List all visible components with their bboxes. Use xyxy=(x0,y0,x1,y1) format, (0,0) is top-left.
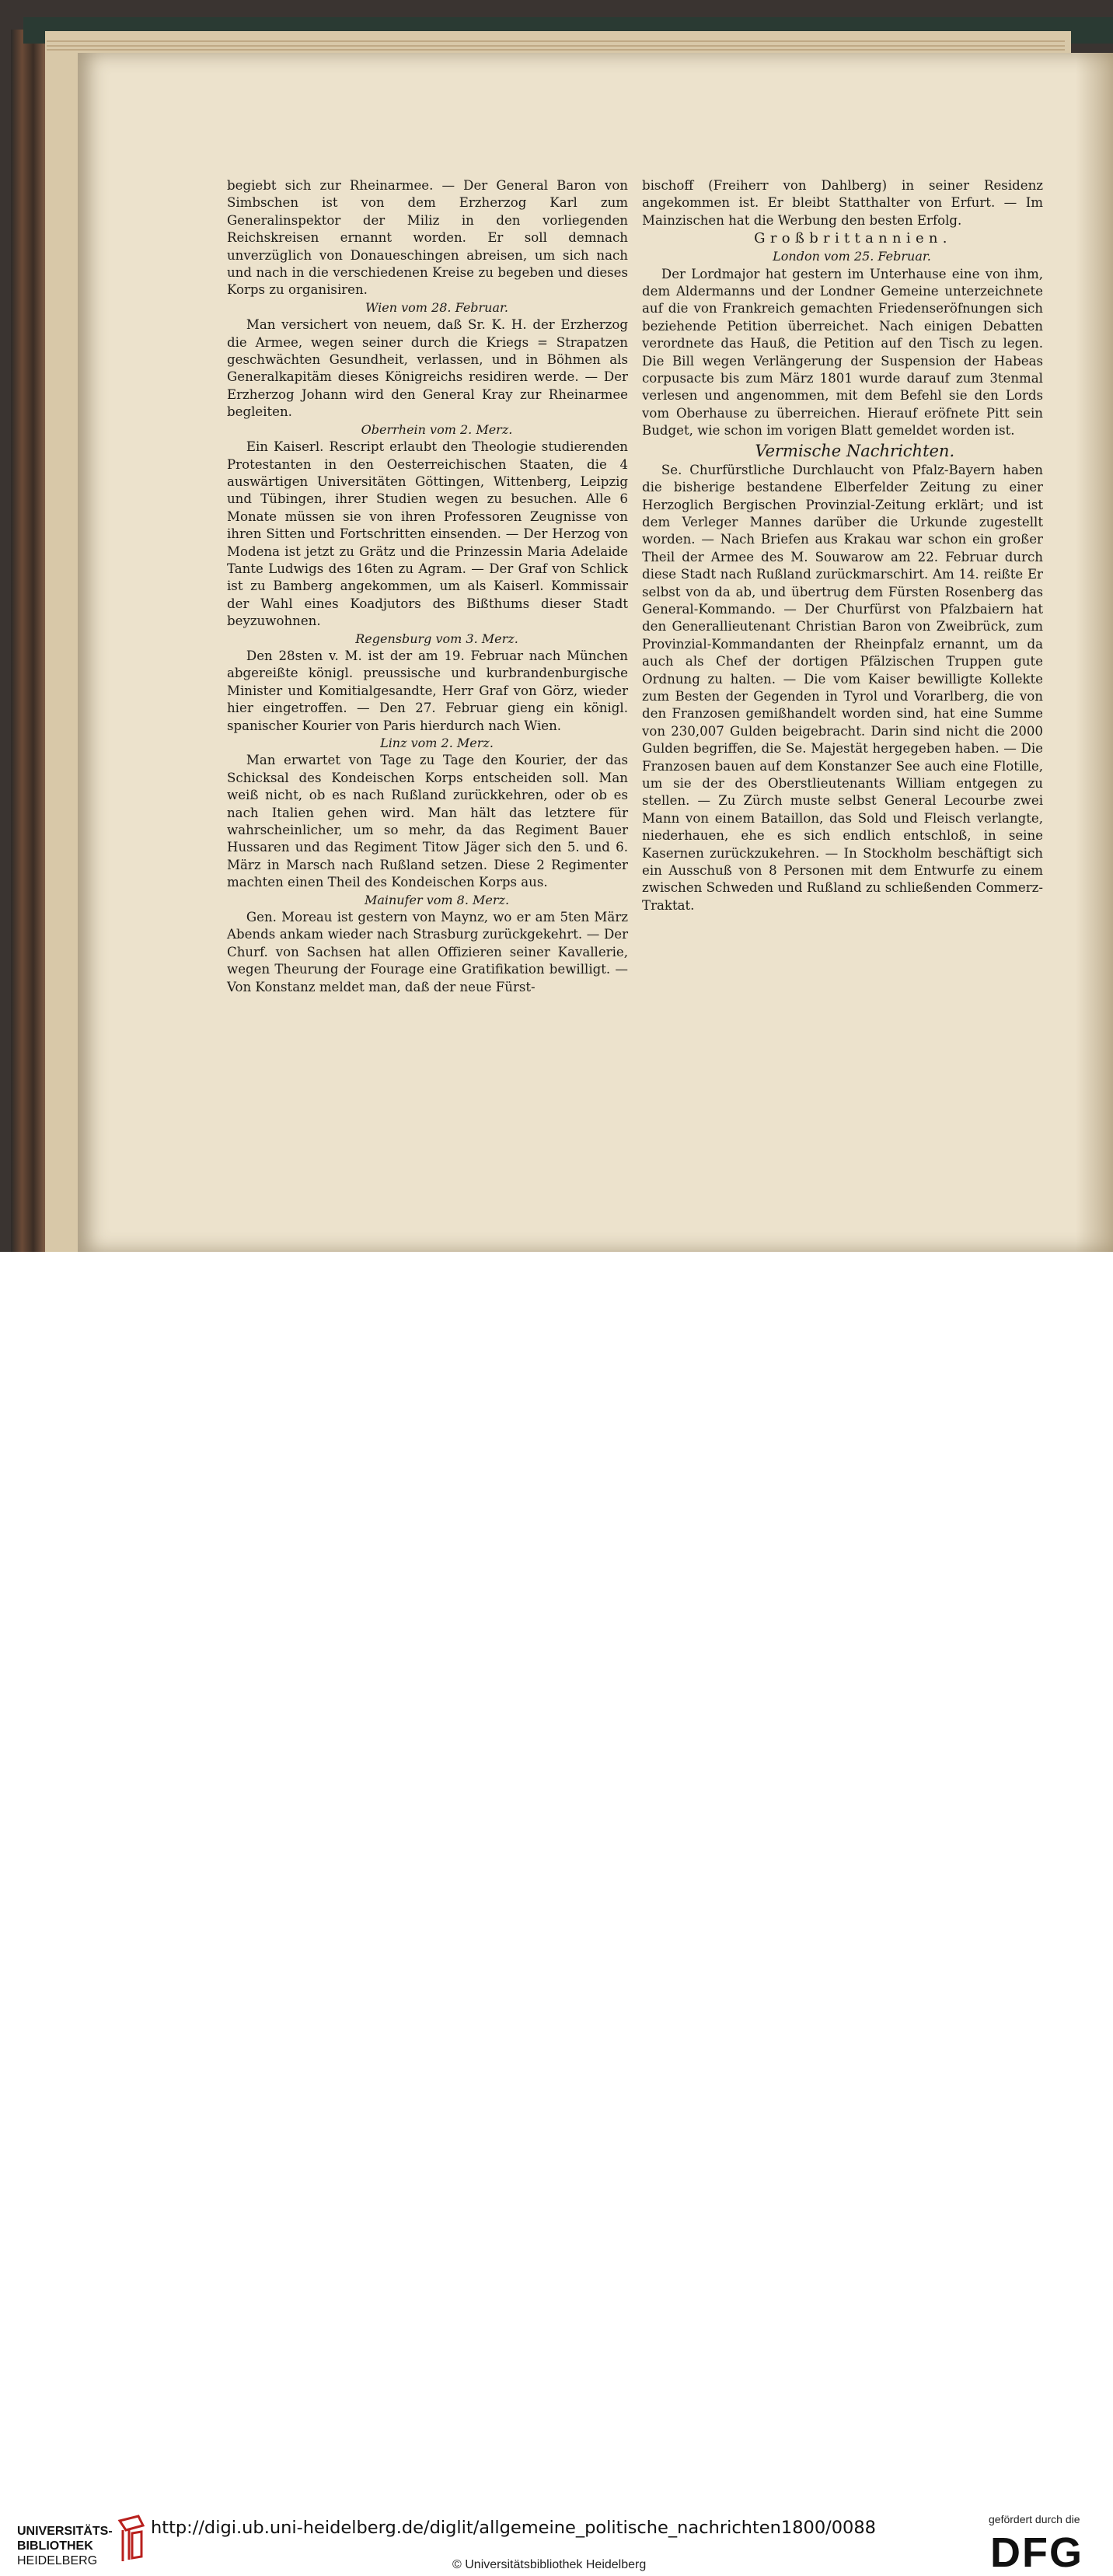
dfg-logo[interactable]: DFG xyxy=(990,2529,1083,2576)
library-emblem-icon xyxy=(115,2515,148,2564)
page-shadow xyxy=(1076,53,1113,1252)
library-name-line2: BIBLIOTHEK xyxy=(17,2539,93,2553)
paragraph: begiebt sich zur Rheinarmee. — Der General Baron von Simbschen ist von dem Erzherzog Karl zum Generalinspektor der Miliz in den vorliegenden Reichskreisen ernannt worden. Er soll demnach unverzüglich von Donaueschingen abreisen, um sich nach und nach in die verschiedenen Kreise zu begeben und dieses Korps zu organisiren. xyxy=(227,178,628,298)
right-column xyxy=(642,177,1043,914)
dateline: London vom 25. Februar. xyxy=(773,249,931,264)
left-column xyxy=(227,177,628,996)
paragraph: Se. Churfürstliche Durchlaucht von Pfalz-Bayern haben die bisherige bestandene Elberfelder Zeitung zu einer Herzoglich Bergischen Provinzial-Zeitung erklärt; und ist dem Verleger Mannes darüber die Urkunde zugestellt worden. — Nach Briefen aus Krakau war schon ein großer Theil der Armee des M. Souwarow am 22. Februar durch diese Stadt nach Rußland zurückmarschirt. Am 14. reißte Er selbst von da ab, und übertrug dem Fürsten Rosenberg das General-Kommando. — Der Churfürst von Pfalzbaiern hat den Generallieutenant Christian Baron von Zweibrück, zum Provinzial-Kommandanten der Rheinpfalz ernannt, um da auch als Chef der dortigen Pfälzischen Truppen gute Ordnung zu halten. — Die vom Kaiser bewilligte Kollekte zum Besten der Gegenden in Tyrol und Vorarlberg, die von den Franzosen gemißhandelt worden sind, hat eine Summe von 230,007 Gulden beigebracht. Darin sind nicht die 2000 Gulden begriffen, die Se. Majestät hergegeben haben. — Die Franzosen bauen auf dem Konstanzer See auch eine Flotille, um sie der des Oberstlieutenants William entgegen zu stellen. — Zu Zürch muste selbst General Lecourbe zwei Mann von einem Bataillon, das Sold und Fleisch verlangte, niederhauen, ehe es sich endlich entschloß, in seine Kasernen zurückzukehren. — In Stockholm beschäftigt sich ein Ausschuß von 8 Personen mit dem Entwurfe zu einem zwischen Schweden und Rußland zu schließenden Commerz-Traktat. xyxy=(642,462,1043,913)
dateline: Mainufer vom 8. Merz. xyxy=(364,892,510,907)
paragraph: bischoff (Freiherr von Dahlberg) in seiner Residenz angekommen ist. Er bleibt Statthalter von Erfurt. — Im Mainzischen hat die Werbung den besten Erfolg. xyxy=(642,178,1043,228)
scanned-page-image xyxy=(0,0,1113,1252)
dateline: Wien vom 28. Februar. xyxy=(365,299,508,315)
dateline: Regensburg vom 3. Merz. xyxy=(355,631,518,646)
section-heading: Vermische Nachrichten. xyxy=(755,441,955,460)
paragraph: Ein Kaiserl. Rescript erlaubt den Theologie studierenden Protestanten in den Oesterreichischen Staaten, die 4 auswärtigen Universitäten Göttingen, Wittenberg, Leipzig und Tübingen, ihrer Studien wegen zu besuchen. Alle 6 Monate müssen sie von ihren Professoren Zeugnisse von ihren Sitten und Fortschritten einsenden. — Der Herzog von Modena ist jetzt zu Grätz und die Prinzessin Maria Adelaide Tante Ludwigs des 16ten zu Agram. — Der Graf von Schlick ist zu Bamberg angekommen, um als Kaiserl. Kommissair der Wahl eines Koadjutors des Bißthums dieser Stadt beyzuwohnen. xyxy=(227,439,628,629)
page-edge-line xyxy=(47,40,1065,42)
viewer-footer xyxy=(0,1252,1113,2576)
section-heading: Großbrittannien. xyxy=(754,230,952,247)
copyright-notice: © Universitätsbibliothek Heidelberg xyxy=(452,2558,647,2571)
page-edge-line xyxy=(47,49,1065,51)
permalink-url[interactable]: http://digi.ub.uni-heidelberg.de/diglit/allgemeine_politische_nachrichten1800/0088 xyxy=(151,2518,876,2538)
library-name-line1: UNIVERSITÄTS- xyxy=(17,2525,113,2538)
paragraph: Den 28sten v. M. ist der am 19. Februar nach München abgereißte königl. preussische und kurbrandenburgische Minister und Komitialgesandte, Herr Graf von Görz, wieder hier eingetroffen. — Den 27. Februar gieng ein königl. spanischer Kourier von Paris hierdurch nach Wien. xyxy=(227,648,628,733)
paragraph: Gen. Moreau ist gestern von Maynz, wo er am 5ten März Abends ankam wieder nach Strasburg zurückgekehrt. — Der Churf. von Sachsen hat allen Offizieren seiner Kavallerie, wegen Theurung der Fourage eine Gratifikation bewilligt. — Von Konstanz meldet man, daß der neue Fürst- xyxy=(227,910,628,994)
dateline: Oberrhein vom 2. Merz. xyxy=(361,421,513,437)
page-edge-line xyxy=(47,45,1065,47)
paragraph: Der Lordmajor hat gestern im Unterhause eine von ihm, dem Aldermanns und der Londner Gemeine unterzeichnete auf die von Frankreich gemachten Friedenseröfnungen sich beziehende Petition überreichet. Nach einigen Debatten verordnete das Hauß, die Petition auf den Tisch zu legen. Die Bill wegen Verlängerung der Suspension der Habeas corpusacte bis zum März 1801 wurde darauf zum 3tenmal verlesen und angenommen, mit dem Befehl sie den Lords vom Oberhause zu überreichen. Hierauf eröfnete Pitt sein Budget, wie schon im vorigen Blatt gemeldet worden ist. xyxy=(642,266,1043,439)
paragraph: Man versichert von neuem, daß Sr. K. H. der Erzherzog die Armee, wegen seiner durch die Kriegs = Strapatzen geschwächten Gesundheit, verlassen, und in Böhmen als Generalkapitäm dieses Königreichs residiren werde. — Der Erzherzog Johann wird den General Kray zur Rheinarmee begleiten. xyxy=(227,317,628,420)
library-name-line3: HEIDELBERG xyxy=(17,2554,98,2567)
library-logo[interactable] xyxy=(17,2524,115,2568)
paragraph: Man erwartet von Tage zu Tage den Kourier, der das Schicksal des Kondeischen Korps entscheiden soll. Man weiß nicht, ob es nach Rußland zurückkehren, oder ob es nach Italien gehen wird. Man hält das letztere für wahrscheinlicher, um so mehr, da das Regiment Bauer Hussaren und das Regiment Titow Jäger sich den 5. und 6. März in Marsch nach Rußland setzen. Diese 2 Regimenter machten einen Theil des Kondeischen Korps aus. xyxy=(227,753,628,890)
dateline: Linz vom 2. Merz. xyxy=(380,736,494,750)
funding-note: gefördert durch die xyxy=(989,2513,1080,2525)
